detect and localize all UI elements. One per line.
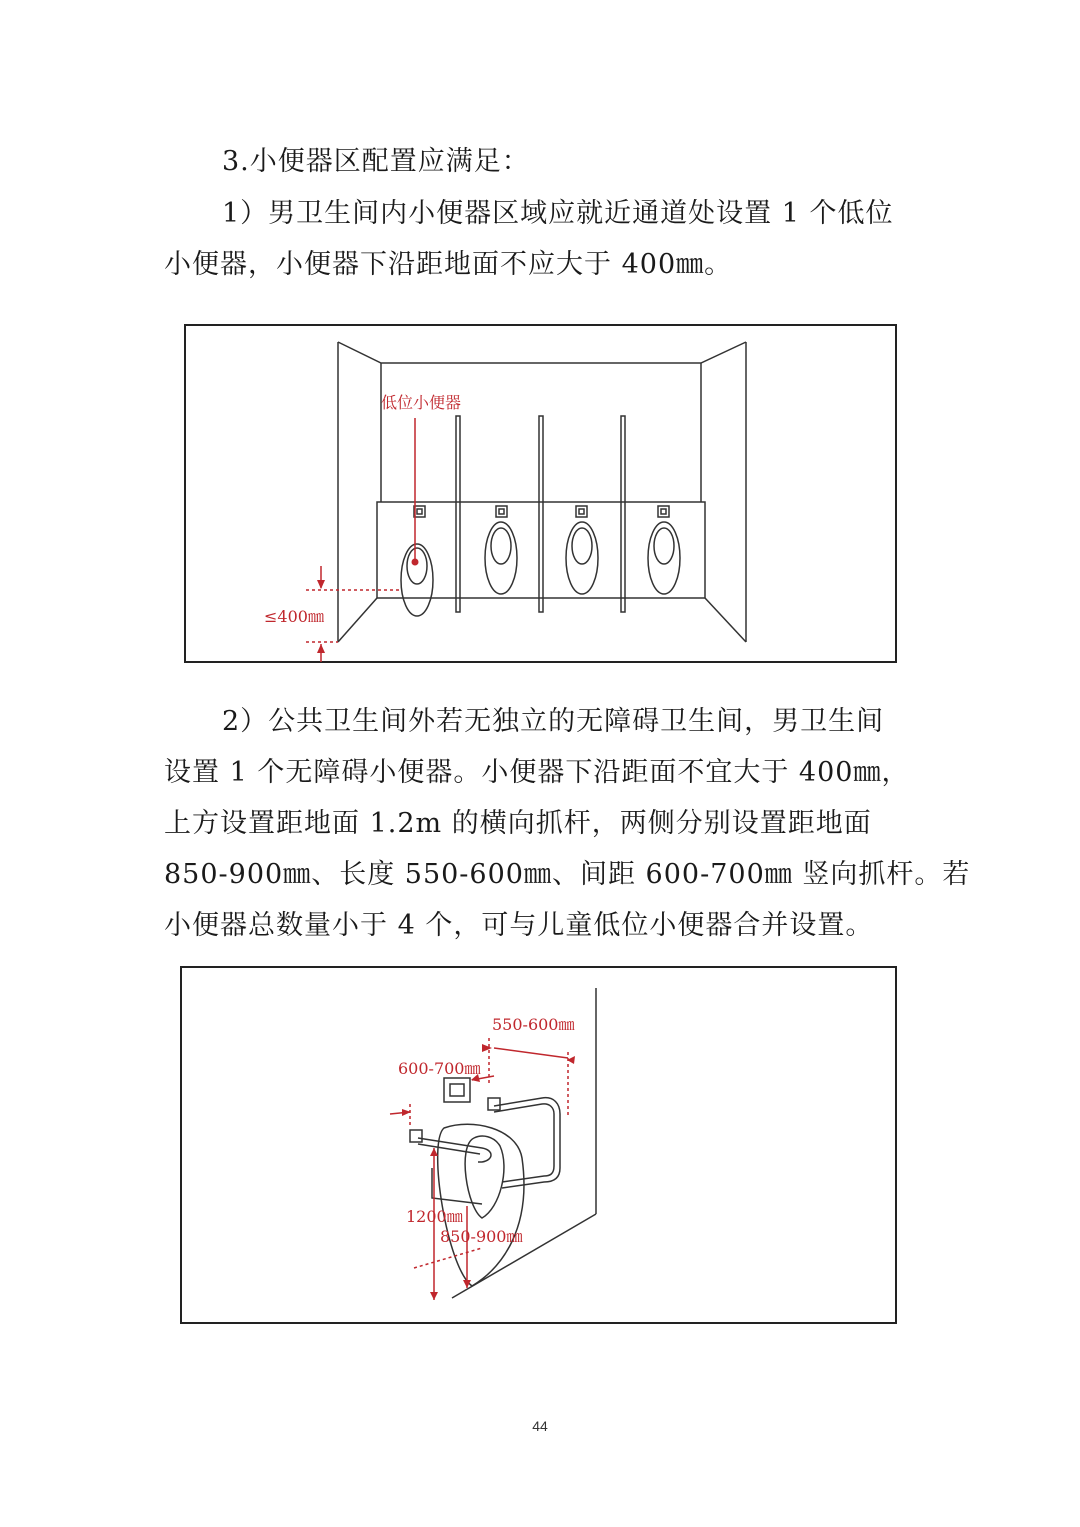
- figure-accessible-urinal: [180, 966, 897, 1324]
- low-urinal-label: 低位小便器: [381, 393, 462, 412]
- figure-urinal-row: [184, 324, 897, 663]
- urinal-row-illustration: [186, 326, 899, 665]
- item-2-line-2: 设置 1 个无障碍小便器。小便器下沿距面不宜大于 400㎜，: [164, 757, 910, 788]
- height-400-label: ≤400㎜: [264, 607, 324, 626]
- item-2-paragraph: [164, 696, 971, 951]
- height-850-900-label: 850-900㎜: [440, 1227, 523, 1246]
- spacing-600-700-label: 600-700㎜: [398, 1059, 481, 1078]
- item-1-line-1: 1）男卫生间内小便器区域应就近通道处设置 1 个低位: [222, 198, 894, 229]
- item-2-line-3: 上方设置距地面 1.2m 的横向抓杆，两侧分别设置距地面: [164, 808, 872, 839]
- section-heading: 3.小便器区配置应满足：: [222, 146, 530, 177]
- item-2-line-4: 850-900㎜、长度 550-600㎜、间距 600-700㎜ 竖向抓杆。若: [164, 859, 971, 890]
- page-number: 44: [532, 1418, 548, 1434]
- item-1-line-2: 小便器，小便器下沿距地面不应大于 400㎜。: [164, 249, 733, 280]
- item-2-line-1: 2）公共卫生间外若无独立的无障碍卫生间，男卫生间: [222, 706, 885, 737]
- length-550-600-label: 550-600㎜: [492, 1015, 575, 1034]
- item-2-line-5: 小便器总数量小于 4 个，可与儿童低位小便器合并设置。: [164, 910, 874, 941]
- item-1-paragraph: [164, 188, 916, 290]
- accessible-urinal-illustration: [182, 968, 899, 1326]
- height-1200-label: 1200㎜: [406, 1207, 463, 1226]
